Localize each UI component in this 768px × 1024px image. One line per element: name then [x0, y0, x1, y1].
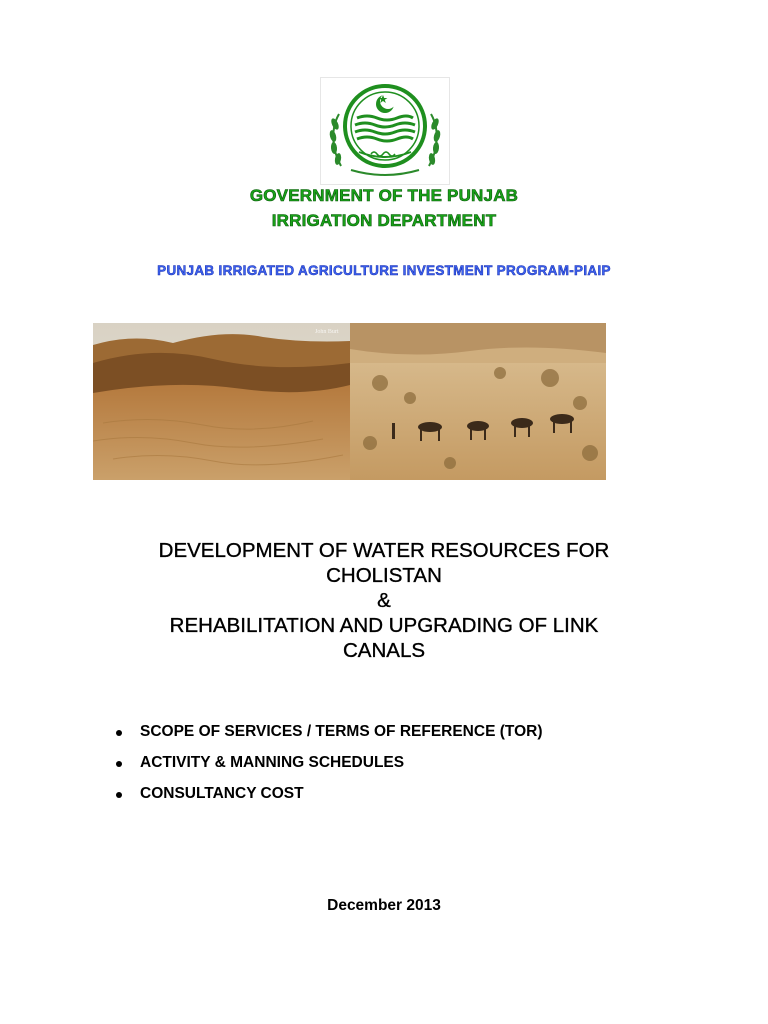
list-item [116, 721, 542, 752]
program-heading: PUNJAB IRRIGATED AGRICULTURE INVESTMENT PROGRAM-PIAIP [157, 263, 611, 278]
list-item [116, 752, 542, 783]
desert-photo-strip [93, 323, 606, 480]
punjab-emblem-logo [320, 77, 450, 185]
desert-dunes-photo [93, 323, 350, 480]
title-ampersand: & [377, 589, 391, 612]
document-title [60, 538, 708, 663]
contents-list [116, 721, 542, 814]
list-item-text: SCOPE OF SERVICES / TERMS OF REFERENCE (TOR) [140, 723, 543, 740]
bullet-icon [116, 730, 122, 736]
title-line: CANALS [342, 639, 426, 662]
title-line: CHOLISTAN [326, 564, 442, 587]
emblem-icon [321, 78, 449, 184]
government-heading: GOVERNMENT OF THE PUNJAB [249, 186, 519, 205]
list-item [116, 783, 542, 814]
list-item-text: CONSULTANCY COST [140, 785, 304, 802]
camel-caravan-photo [350, 323, 606, 480]
title-line: DEVELOPMENT OF WATER RESOURCES FOR [158, 539, 610, 562]
department-heading: IRRIGATION DEPARTMENT [271, 211, 497, 230]
bullet-icon [116, 761, 122, 767]
title-line: REHABILITATION AND UPGRADING OF LINK [169, 614, 599, 637]
svg-text:John Burt: John Burt [315, 329, 339, 335]
document-date: December 2013 [327, 897, 441, 914]
bullet-icon [116, 792, 122, 798]
list-item-text: ACTIVITY & MANNING SCHEDULES [140, 754, 405, 771]
